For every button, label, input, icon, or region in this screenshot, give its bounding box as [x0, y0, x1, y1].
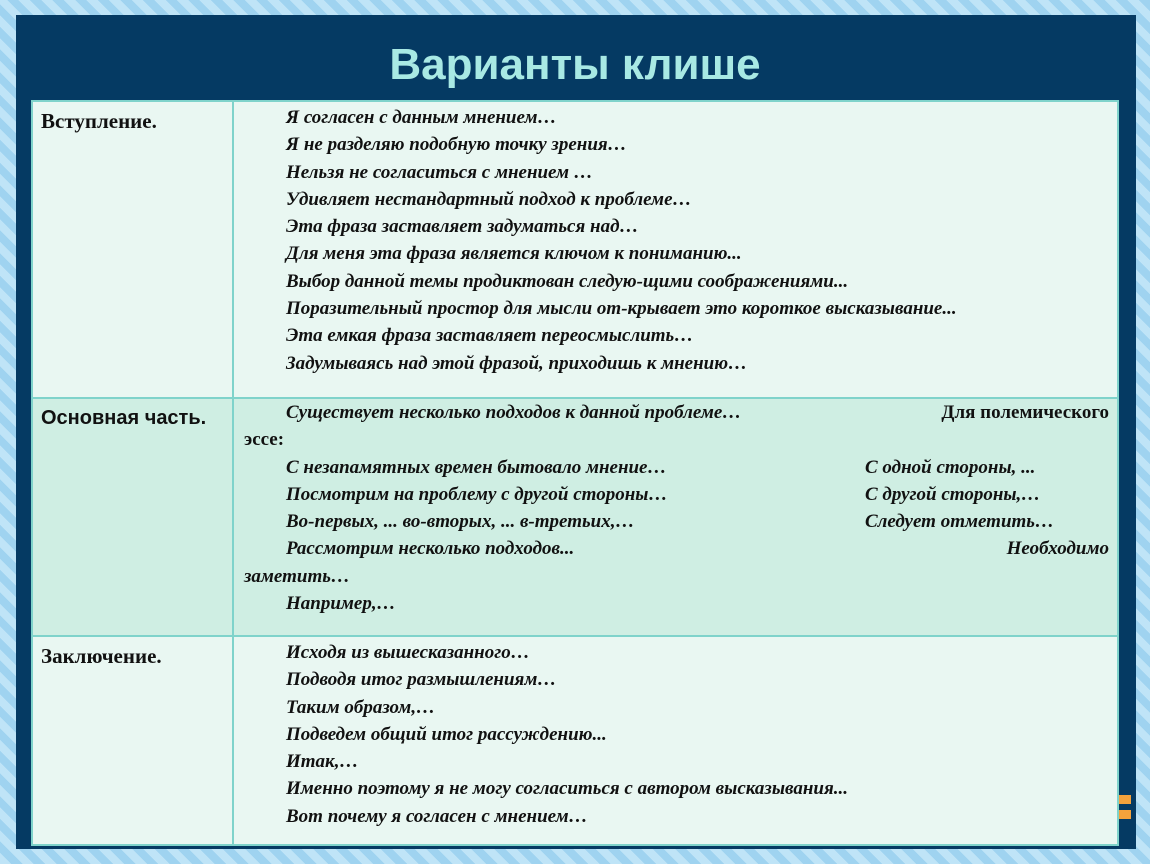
row-body-intro — [234, 102, 1117, 397]
list-item — [244, 481, 1109, 508]
row-heading-intro: Вступление. — [33, 102, 234, 397]
list-item — [244, 508, 1109, 535]
list-item: Удивляет нестандартный подход к проблеме… — [286, 188, 692, 210]
row-heading-main: Основная часть. — [33, 399, 234, 635]
list-item — [244, 535, 1109, 562]
list-item-left: Во-первых, ... во-вторых, ... в-третьих,… — [286, 511, 635, 533]
list-item: Подводя итог размышлениям… — [286, 669, 557, 691]
list-item: Вот почему я согласен с мнением… — [286, 805, 588, 827]
list-item: Эта фраза заставляет задуматься над… — [286, 216, 639, 238]
list-item-right: Необходимо — [1006, 538, 1109, 560]
list-item: Выбор данной темы продиктован следую-щими соображениями... — [286, 270, 849, 292]
list-item: Эта емкая фраза заставляет переосмыслить… — [286, 325, 694, 347]
list-item: Именно поэтому я не могу согласиться с автором высказывания... — [286, 778, 849, 800]
list-item-right: Следует отметить… — [865, 511, 1054, 533]
cliche-table — [31, 100, 1119, 846]
list-item: Исходя из вышесказанного… — [286, 642, 530, 663]
list-item: Подведем общий итог рассуждению... — [286, 723, 607, 745]
list-item-right: С другой стороны,… — [865, 483, 1041, 505]
decorative-square — [1119, 810, 1131, 819]
list-item-left: Существует несколько подходов к данной проблеме… — [286, 402, 742, 423]
list-item: Я согласен с данным мнением… — [286, 107, 557, 128]
list-item — [244, 454, 1109, 481]
list-item: Я не разделяю подобную точку зрения… — [286, 134, 627, 156]
list-item: Поразительный простор для мысли от-крывает это короткое высказывание... — [286, 298, 957, 320]
list-item: Таким образом,… — [286, 696, 436, 718]
list-item — [244, 399, 1109, 426]
row-body-conclusion — [234, 637, 1117, 844]
list-item: Нельзя не согласиться с мнением … — [286, 161, 593, 183]
list-item: Итак,… — [286, 751, 359, 773]
decorative-square — [1119, 795, 1131, 804]
list-item-left: Рассмотрим несколько подходов... — [286, 538, 575, 560]
row-body-main — [234, 399, 1117, 635]
list-item: Задумываясь над этой фразой, приходишь к мнению… — [286, 352, 748, 374]
table-row-main — [33, 399, 1117, 637]
page-title: Варианты клише — [389, 40, 761, 89]
table-row-intro — [33, 102, 1117, 399]
list-item: Например,… — [286, 593, 396, 615]
decorative-squares — [1119, 795, 1135, 825]
list-item-left: С незапамятных времен бытовало мнение… — [286, 456, 667, 478]
list-item-right: Для полемического — [941, 402, 1109, 423]
list-item-left: Посмотрим на проблему с другой стороны… — [286, 483, 668, 505]
table-row-conclusion — [33, 637, 1117, 844]
list-item-continuation: эссе: — [244, 429, 285, 451]
list-item-right: С одной стороны, ... — [865, 456, 1036, 478]
list-item-continuation: заметить… — [244, 565, 350, 587]
row-heading-conclusion: Заключение. — [33, 637, 234, 844]
list-item: Для меня эта фраза является ключом к пониманию... — [286, 243, 742, 265]
